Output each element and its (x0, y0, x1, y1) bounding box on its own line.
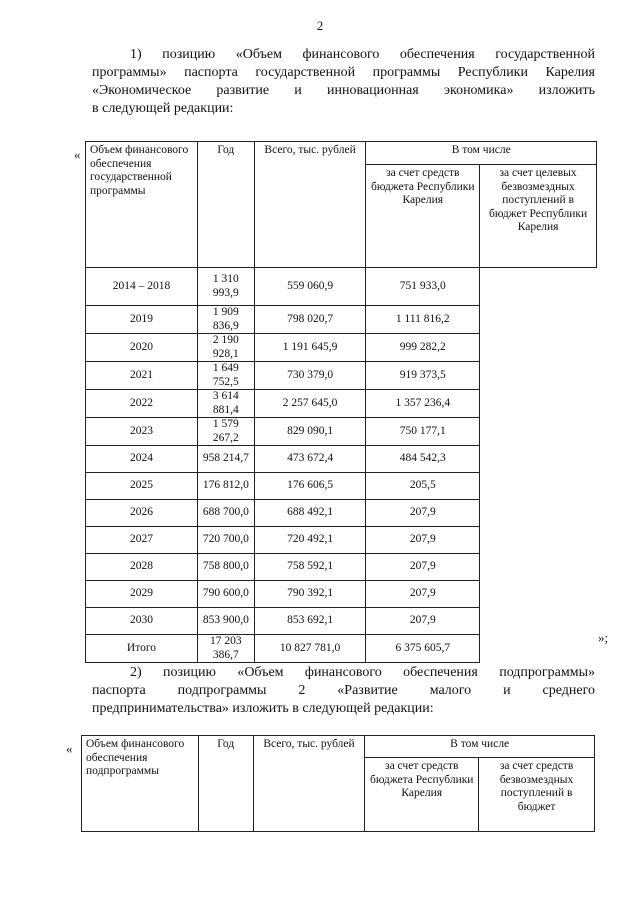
cell-year: 2022 (86, 390, 198, 418)
cell-grants: 751 933,0 (366, 268, 480, 306)
header-total: Всего, тыс. рублей (254, 142, 366, 268)
cell-budget: 2 257 645,0 (254, 390, 366, 418)
table-row (86, 446, 597, 473)
table2-open-quote: « (66, 741, 73, 756)
cell-budget: 688 492,1 (254, 500, 366, 527)
position-label-cell: Объем финансового обеспечения государственной программы (86, 142, 198, 268)
table1-open-quote: « (74, 147, 81, 162)
cell-year: 2019 (86, 306, 198, 334)
cell-budget: 730 379,0 (254, 362, 366, 390)
cell-budget: 1 191 645,9 (254, 334, 366, 362)
cell-total: 2 190 928,1 (197, 334, 254, 362)
cell-budget: 10 827 781,0 (254, 635, 366, 663)
table-row (86, 500, 597, 527)
cell-year: 2030 (86, 608, 198, 635)
cell-total: 1 579 267,2 (197, 418, 254, 446)
cell-total: 1 649 752,5 (197, 362, 254, 390)
cell-grants: 205,5 (366, 473, 480, 500)
table1-close-quote: »; (598, 630, 609, 645)
section2-paragraph (92, 664, 595, 718)
t2-header-total: Всего, тыс. рублей (253, 736, 365, 832)
financing-table-subprogram (81, 735, 595, 832)
cell-budget: 853 692,1 (254, 608, 366, 635)
cell-total: 1 909 836,9 (197, 306, 254, 334)
cell-grants: 207,9 (366, 581, 480, 608)
cell-year: 2023 (86, 418, 198, 446)
cell-grants: 207,9 (366, 554, 480, 581)
section2-line-1: 2) позицию «Объем финансового обеспечения подпрограммы» (130, 665, 595, 680)
cell-budget: 473 672,4 (254, 446, 366, 473)
section1-line-2: программы» паспорта государственной программы Республики Карелия (92, 65, 595, 80)
table-row (86, 581, 597, 608)
cell-budget: 798 020,7 (254, 306, 366, 334)
cell-grants: 207,9 (366, 608, 480, 635)
section2-line-3: предпринимательства» изложить в следующей редакции: (92, 701, 434, 716)
table-row (86, 334, 597, 362)
cell-year: 2025 (86, 473, 198, 500)
cell-grants: 6 375 605,7 (366, 635, 480, 663)
cell-budget: 720 492,1 (254, 527, 366, 554)
table-row (86, 473, 597, 500)
cell-grants: 207,9 (366, 527, 480, 554)
cell-total: 720 700,0 (197, 527, 254, 554)
cell-year: 2020 (86, 334, 198, 362)
t2-position-label-cell: Объем финансового обеспечения подпрограммы (82, 736, 199, 832)
table-row (86, 362, 597, 390)
cell-total: 3 614 881,4 (197, 390, 254, 418)
cell-budget: 829 090,1 (254, 418, 366, 446)
header-budget: за счет средств бюджета Республики Карелия (366, 165, 480, 268)
header-including: В том числе (366, 142, 597, 165)
cell-total: 958 214,7 (197, 446, 254, 473)
cell-total: 790 600,0 (197, 581, 254, 608)
header-grants: за счет целевых безвозмездных поступлений в бюджет Республики Карелия (480, 165, 597, 268)
cell-budget: 559 060,9 (254, 268, 366, 306)
cell-grants: 484 542,3 (366, 446, 480, 473)
cell-budget: 758 592,1 (254, 554, 366, 581)
cell-budget: 790 392,1 (254, 581, 366, 608)
cell-grants: 207,9 (366, 500, 480, 527)
cell-total: 17 203 386,7 (197, 635, 254, 663)
cell-total: 758 800,0 (197, 554, 254, 581)
cell-total: 1 310 993,9 (197, 268, 254, 306)
cell-budget: 176 606,5 (254, 473, 366, 500)
cell-year: 2024 (86, 446, 198, 473)
cell-year: 2014 – 2018 (86, 268, 198, 306)
cell-grants: 919 373,5 (366, 362, 480, 390)
table-row (86, 554, 597, 581)
financing-table-program (85, 141, 597, 663)
section1-line-1: 1) позицию «Объем финансового обеспечения государственной (130, 47, 595, 62)
t2-header-budget: за счет средств бюджета Республики Карелия (365, 758, 479, 832)
cell-year: 2026 (86, 500, 198, 527)
table-row (86, 306, 597, 334)
cell-grants: 999 282,2 (366, 334, 480, 362)
t2-header-grants: за счет средств безвозмездных поступлений в бюджет (479, 758, 595, 832)
cell-year: Итого (86, 635, 198, 663)
cell-total: 688 700,0 (197, 500, 254, 527)
table-row (86, 635, 597, 663)
page-number: 2 (316, 18, 324, 33)
cell-total: 853 900,0 (197, 608, 254, 635)
cell-grants: 1 111 816,2 (366, 306, 480, 334)
cell-grants: 1 357 236,4 (366, 390, 480, 418)
section2-line-2: паспорта подпрограммы 2 «Развитие малого и среднего (92, 683, 595, 698)
cell-total: 176 812,0 (197, 473, 254, 500)
t2-header-including: В том числе (365, 736, 595, 758)
header-year: Год (197, 142, 254, 268)
section1-line-4: в следующей редакции: (92, 101, 234, 116)
table-row (86, 390, 597, 418)
table-row (86, 527, 597, 554)
section1-paragraph (92, 46, 595, 118)
cell-year: 2021 (86, 362, 198, 390)
table-row (86, 268, 597, 306)
cell-year: 2027 (86, 527, 198, 554)
table-row (86, 608, 597, 635)
t2-header-year: Год (198, 736, 253, 832)
table-row (86, 418, 597, 446)
section1-line-3: «Экономическое развитие и инновационная экономика» изложить (92, 83, 595, 98)
cell-grants: 750 177,1 (366, 418, 480, 446)
cell-year: 2029 (86, 581, 198, 608)
cell-year: 2028 (86, 554, 198, 581)
